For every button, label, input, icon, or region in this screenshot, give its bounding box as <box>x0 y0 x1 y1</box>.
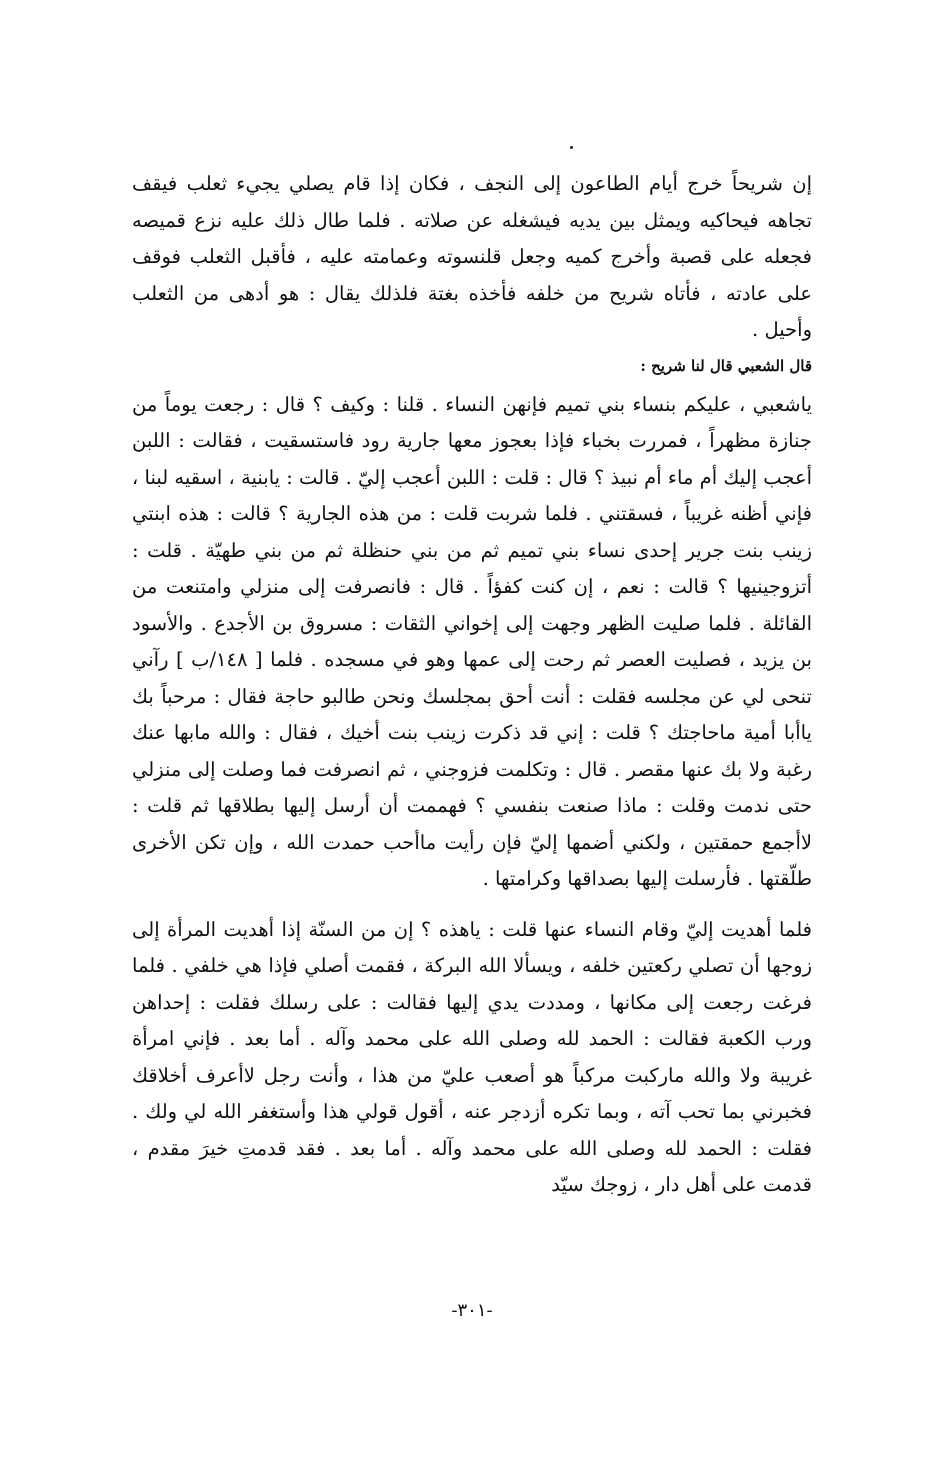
page-number: -٣٠١- <box>451 1300 493 1321</box>
section-heading: قال الشعبي قال لنا شريح : <box>640 356 812 375</box>
paragraph-wedding-night: فلما أهديت إليّ وقام النساء عنها قلت : ياهذه ؟ إن من السنّة إذا أهديت المرأة إلى زوجها أن تصلي ركعتين خلفه ، ويسألا الله البركة ، فقمت أصلي فإذا هي خلفي . فلما فرغت رجعت إلى مكانها ، ومددت يدي إليها فقالت : على رسلك فقلت : إحداهن ورب الكعبة فقالت : الحمد لله وصلى الله على محمد وآله . أما بعد . فإني امرأة غريبة ولا والله ماركبت مركباً هو أصعب عليّ من هذا ، وأنت رجل لاأعرف أخلاقك فخبرني بما تحب آته ، وبما تكره أزدجر عنه ، أقول قولي هذا وأستغفر الله لي ولك . فقلت : الحمد لله وصلى الله على محمد وآله . أما بعد . فقد قدمتِ خيرَ مقدم ، قدمت على أهل دار ، زوجك سيّد <box>132 917 812 1196</box>
paragraph-fox-story: إن شريحاً خرج أيام الطاعون إلى النجف ، فكان إذا قام يصلي يجيء ثعلب فيقف تجاهه فيحاكيه ويمثل بين يديه فيشغله عن صلاته . فلما طال ذلك عليه نزع قميصه فجعله على قصبة وأخرج كميه وجعل قلنسوته وعمامته عليه ، فأقبل الثعلب فوقف على عادته ، فأتاه شريح من خلفه فأخذه بغتة فلذلك يقال : هو أدهى من الثعلب وأحيل . <box>132 172 812 341</box>
paragraph-marriage-story: ياشعبي ، عليكم بنساء بني تميم فإنهن النساء . قلنا : وكيف ؟ قال : رجعت يوماً من جنازة مظهراً ، فمررت بخباء فإذا بعجوز معها جارية رود فاستسقيت ، فقالت : اللبن أعجب إليك أم ماء أم نبيذ ؟ قال : قلت : اللبن أعجب إليّ . قالت : يابنية ، اسقيه لبنا ، فإني أظنه غريباً ، فسقتني . فلما شربت قلت : من هذه الجارية ؟ قالت : هذه ابنتي زينب بنت جرير إحدى نساء بني تميم ثم من بني حنظلة ثم من بني طهيّة . قلت : أتزوجينيها ؟ قالت : نعم ، إن كنت كفؤاً . قال : فانصرفت إلى منزلي وامتنعت من القائلة . فلما صليت الظهر وجهت إلى إخواني الثقات : مسروق بن الأجدع . والأسود بن يزيد ، فصليت العصر ثم رحت إلى عمها وهو في مسجده . فلما [ ١٤٨/ب ] رآني تنحى لي عن مجلسه فقلت : أنت أحق بمجلسك ونحن طالبو حاجة فقال : مرحباً بك ياأبا أمية ماحاجتك ؟ قلت : إني قد ذكرت زينب بنت أخيك ، فقال : والله مابها عنك رغبة ولا بك عنها مقصر . قال : وتكلمت فزوجني ، ثم انصرفت فما وصلت إلى منزلي حتى ندمت وقلت : ماذا صنعت بنفسي ؟ فهممت أن أرسل إليها بطلاقها ثم قلت : لاأجمع حمقتين ، ولكني أضمها إليّ فإن رأيت ماأحب حمدت الله ، وإن تكن الأخرى طلّقتها . فأرسلت إليها بصداقها وكرامتها . <box>132 392 812 890</box>
body-text <box>132 166 812 1204</box>
scan-speck <box>570 146 573 149</box>
